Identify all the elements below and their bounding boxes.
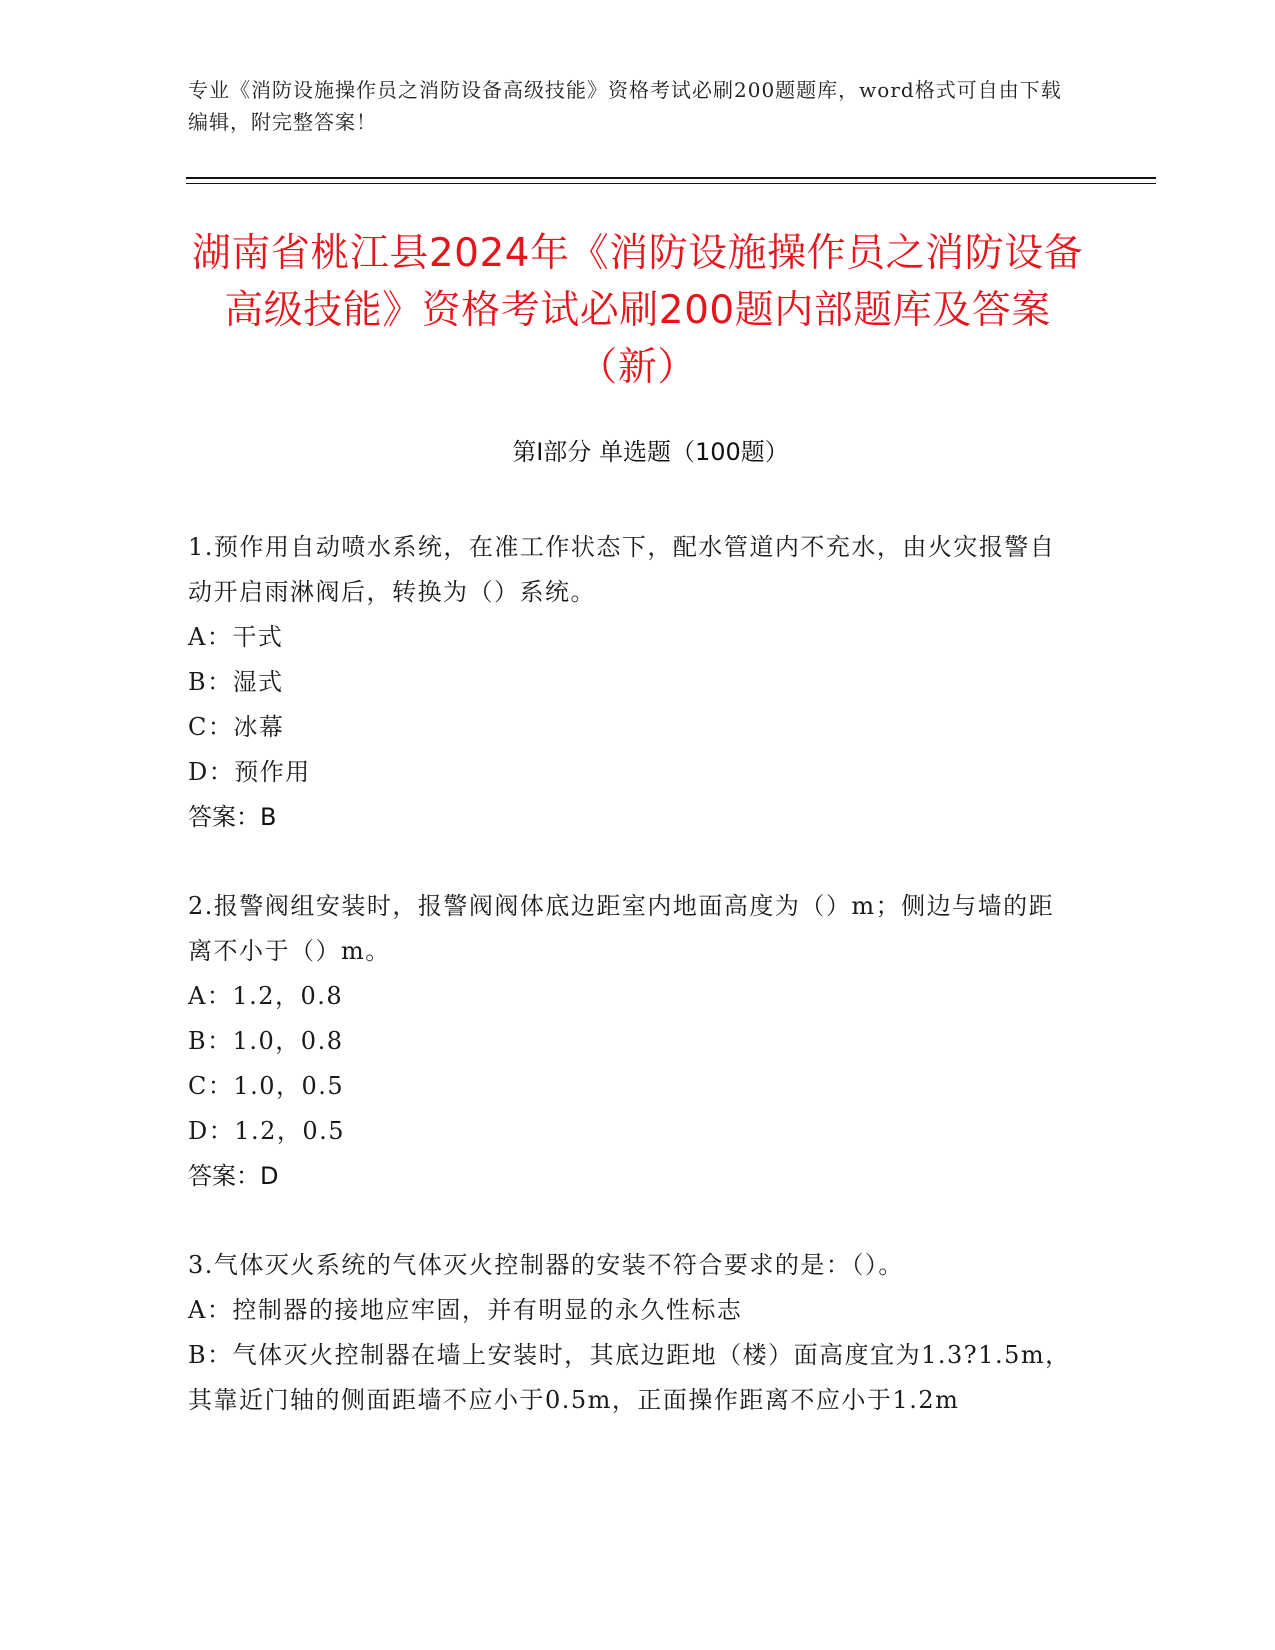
header-rule-thin (186, 183, 1156, 184)
option-a: A：干式 (188, 623, 284, 651)
option-c: C：冰幕 (188, 713, 285, 741)
answer-line: 答案：B (188, 803, 277, 831)
question-list (188, 525, 1078, 1467)
question-stem: 1.预作用自动喷水系统，在准工作状态下，配水管道内不充水，由火灾报警自动开启雨淋阀后，转换为（）系统。 (188, 533, 1056, 606)
option-a: A：1.2，0.8 (188, 982, 344, 1010)
option-d: D：预作用 (188, 758, 311, 786)
option-b: B：1.0，0.8 (188, 1027, 344, 1055)
option-a: A：控制器的接地应牢固，并有明显的永久性标志 (188, 1296, 743, 1324)
question-stem: 2.报警阀组安装时，报警阀阀体底边距室内地面高度为（）m；侧边与墙的距离不小于（）m。 (188, 892, 1055, 965)
header-note: 专业《消防设施操作员之消防设备高级技能》资格考试必刷200题题库，word格式可自由下载编辑，附完整答案！ (188, 78, 1062, 134)
question-stem: 3.气体灭火系统的气体灭火控制器的安装不符合要求的是：（）。 (188, 1251, 904, 1279)
answer-line: 答案：D (188, 1162, 279, 1190)
question-3 (188, 1243, 1078, 1423)
header-rule-thick (186, 177, 1156, 179)
section-heading: 第Ⅰ部分 单选题（100题） (512, 438, 789, 466)
option-d: D：1.2，0.5 (188, 1117, 346, 1145)
option-b: B：气体灭火控制器在墙上安装时，其底边距地（楼）面高度宜为1.3?1.5m，其靠近门轴的侧面距墙不应小于0.5m，正面操作距离不应小于1.2m (188, 1341, 1071, 1414)
question-1 (188, 525, 1078, 840)
document-title: 湖南省桃江县2024年《消防设施操作员之消防设备高级技能》资格考试必刷200题内部题库及答案（新） (191, 231, 1084, 390)
option-c: C：1.0，0.5 (188, 1072, 345, 1100)
question-2 (188, 884, 1078, 1199)
option-b: B：湿式 (188, 668, 284, 696)
